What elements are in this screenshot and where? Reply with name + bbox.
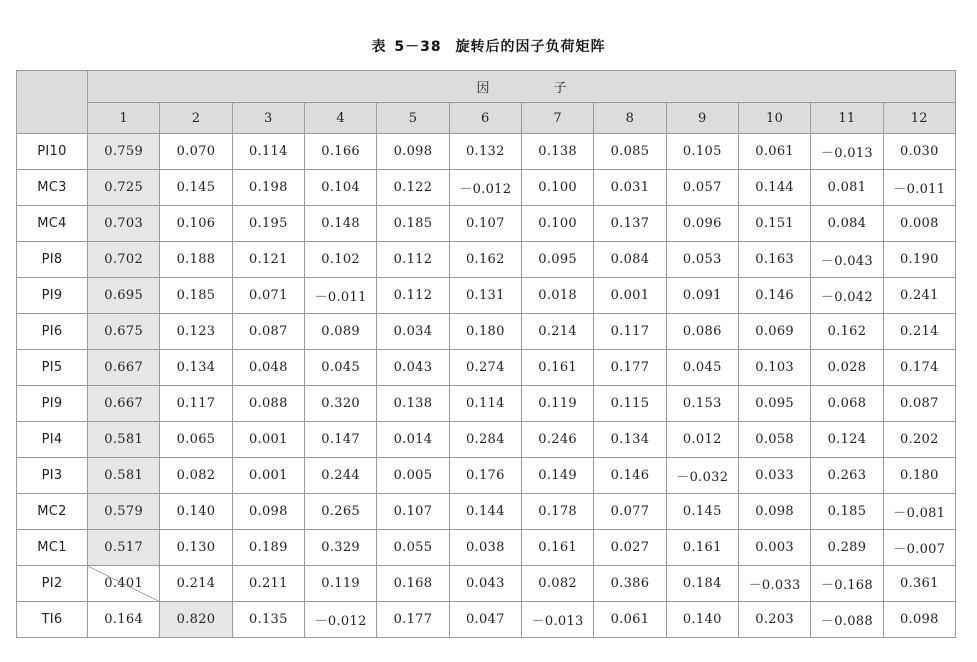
table-cell: 0.198 — [232, 170, 304, 206]
column-header-5: 5 — [377, 103, 449, 134]
table-cell: 0.289 — [811, 530, 883, 566]
column-header-9: 9 — [666, 103, 738, 134]
table-cell: 0.241 — [883, 278, 955, 314]
table-row — [17, 170, 956, 206]
table-cell: 0.114 — [232, 134, 304, 170]
table-cell: 0.089 — [304, 314, 376, 350]
table-cell: 0.031 — [594, 170, 666, 206]
factor-title-char-1: 因 — [476, 81, 490, 96]
table-row — [17, 134, 956, 170]
column-header-3: 3 — [232, 103, 304, 134]
table-cell: 0.667 — [88, 350, 160, 386]
table-cell: 0.189 — [232, 530, 304, 566]
table-cell: 0.100 — [521, 170, 593, 206]
row-label: PI3 — [17, 458, 88, 494]
table-cell: 0.057 — [666, 170, 738, 206]
table-cell: 0.667 — [88, 386, 160, 422]
table-cell: 0.244 — [304, 458, 376, 494]
table-cell: 0.087 — [883, 386, 955, 422]
table-cell: 0.581 — [88, 422, 160, 458]
table-row — [17, 350, 956, 386]
table-cell: 0.151 — [738, 206, 810, 242]
table-row — [17, 314, 956, 350]
table-cell: 0.177 — [377, 602, 449, 638]
table-cell: 0.008 — [883, 206, 955, 242]
table-cell: 0.138 — [377, 386, 449, 422]
table-cell: －0.042 — [811, 278, 883, 314]
table-row — [17, 242, 956, 278]
column-header-6: 6 — [449, 103, 521, 134]
table-cell: 0.028 — [811, 350, 883, 386]
table-cell: 0.098 — [232, 494, 304, 530]
table-cell: 0.105 — [666, 134, 738, 170]
table-cell: 0.087 — [232, 314, 304, 350]
table-cell: 0.140 — [666, 602, 738, 638]
table-cell: 0.138 — [521, 134, 593, 170]
table-cell: 0.001 — [232, 458, 304, 494]
table-cell: 0.190 — [883, 242, 955, 278]
table-cell: 0.214 — [883, 314, 955, 350]
factor-group-header — [88, 71, 956, 103]
table-cell: 0.146 — [738, 278, 810, 314]
table-cell: 0.284 — [449, 422, 521, 458]
row-label: PI6 — [17, 314, 88, 350]
row-label: PI4 — [17, 422, 88, 458]
table-cell: 0.124 — [811, 422, 883, 458]
table-cell: 0.102 — [304, 242, 376, 278]
table-cell: 0.161 — [521, 530, 593, 566]
table-cell: 0.106 — [160, 206, 232, 242]
table-cell: 0.162 — [811, 314, 883, 350]
row-label: MC4 — [17, 206, 88, 242]
table-cell: 0.130 — [160, 530, 232, 566]
row-label: PI9 — [17, 278, 88, 314]
table-cell: 0.184 — [666, 566, 738, 602]
table-cell: 0.100 — [521, 206, 593, 242]
table-cell: 0.137 — [594, 206, 666, 242]
table-cell: 0.274 — [449, 350, 521, 386]
table-cell: 0.053 — [666, 242, 738, 278]
table-cell: 0.086 — [666, 314, 738, 350]
table-cell: 0.084 — [594, 242, 666, 278]
table-cell: 0.702 — [88, 242, 160, 278]
factor-loading-matrix — [16, 70, 956, 638]
table-cell: 0.135 — [232, 602, 304, 638]
table-cell: 0.107 — [377, 494, 449, 530]
table-cell: 0.043 — [377, 350, 449, 386]
table-row — [17, 530, 956, 566]
table-cell: 0.065 — [160, 422, 232, 458]
table-cell: 0.153 — [666, 386, 738, 422]
table-cell: 0.265 — [304, 494, 376, 530]
table-cell: 0.177 — [594, 350, 666, 386]
caption-prefix: 表 — [371, 39, 387, 55]
row-label: PI2 — [17, 566, 88, 602]
table-cell: 0.263 — [811, 458, 883, 494]
table-cell: 0.162 — [449, 242, 521, 278]
table-cell: 0.329 — [304, 530, 376, 566]
table-cell: 0.027 — [594, 530, 666, 566]
table-cell: 0.112 — [377, 278, 449, 314]
table-cell: 0.001 — [594, 278, 666, 314]
table-cell: 0.005 — [377, 458, 449, 494]
table-body — [17, 134, 956, 638]
table-cell: 0.581 — [88, 458, 160, 494]
table-cell: 0.188 — [160, 242, 232, 278]
table-cell: 0.320 — [304, 386, 376, 422]
table-cell: 0.146 — [594, 458, 666, 494]
table-cell: 0.082 — [521, 566, 593, 602]
table-cell: 0.055 — [377, 530, 449, 566]
table-cell: 0.033 — [738, 458, 810, 494]
table-cell: 0.174 — [883, 350, 955, 386]
table-cell: 0.014 — [377, 422, 449, 458]
table-cell: 0.144 — [449, 494, 521, 530]
table-cell: 0.134 — [594, 422, 666, 458]
table-cell: 0.068 — [811, 386, 883, 422]
row-label: PI8 — [17, 242, 88, 278]
column-header-4: 4 — [304, 103, 376, 134]
table-cell: 0.048 — [232, 350, 304, 386]
table-cell: 0.140 — [160, 494, 232, 530]
table-cell: －0.012 — [449, 170, 521, 206]
table-cell: 0.185 — [377, 206, 449, 242]
table-cell: 0.084 — [811, 206, 883, 242]
column-header-7: 7 — [521, 103, 593, 134]
table-cell: 0.117 — [160, 386, 232, 422]
table-cell: －0.011 — [304, 278, 376, 314]
table-cell: －0.007 — [883, 530, 955, 566]
table-cell: 0.147 — [304, 422, 376, 458]
table-cell: 0.246 — [521, 422, 593, 458]
table-cell: 0.517 — [88, 530, 160, 566]
table-cell: 0.018 — [521, 278, 593, 314]
table-row — [17, 422, 956, 458]
table-cell: －0.043 — [811, 242, 883, 278]
table-cell: 0.132 — [449, 134, 521, 170]
table-cell: 0.145 — [160, 170, 232, 206]
table-cell: 0.178 — [521, 494, 593, 530]
table-cell: －0.013 — [521, 602, 593, 638]
table-cell: 0.061 — [738, 134, 810, 170]
factor-title-char-2: 子 — [553, 81, 567, 96]
table-cell: 0.119 — [304, 566, 376, 602]
table-cell: 0.695 — [88, 278, 160, 314]
table-cell: 0.144 — [738, 170, 810, 206]
table-cell: 0.114 — [449, 386, 521, 422]
table-cell: 0.095 — [521, 242, 593, 278]
table-cell: 0.091 — [666, 278, 738, 314]
table-cell: 0.121 — [232, 242, 304, 278]
table-cell: 0.161 — [666, 530, 738, 566]
table-cell: 0.145 — [666, 494, 738, 530]
table-cell: 0.071 — [232, 278, 304, 314]
table-cell: 0.185 — [160, 278, 232, 314]
table-cell: 0.168 — [377, 566, 449, 602]
table-cell: 0.081 — [811, 170, 883, 206]
table-cell: 0.703 — [88, 206, 160, 242]
table-row — [17, 566, 956, 602]
table-cell: 0.104 — [304, 170, 376, 206]
table-cell: 0.401 — [88, 566, 160, 602]
table-cell: －0.088 — [811, 602, 883, 638]
table-cell: 0.047 — [449, 602, 521, 638]
header-corner-cell — [17, 71, 88, 134]
table-cell: 0.117 — [594, 314, 666, 350]
column-header-8: 8 — [594, 103, 666, 134]
table-cell: 0.119 — [521, 386, 593, 422]
table-cell: 0.134 — [160, 350, 232, 386]
table-cell: 0.579 — [88, 494, 160, 530]
table-cell: －0.033 — [738, 566, 810, 602]
column-header-1: 1 — [88, 103, 160, 134]
column-header-11: 11 — [811, 103, 883, 134]
caption-title: 旋转后的因子负荷矩阵 — [455, 39, 606, 55]
column-header-10: 10 — [738, 103, 810, 134]
table-row — [17, 386, 956, 422]
table-cell: 0.163 — [738, 242, 810, 278]
table-cell: 0.166 — [304, 134, 376, 170]
table-cell: 0.148 — [304, 206, 376, 242]
table-cell: 0.214 — [521, 314, 593, 350]
table-cell: 0.203 — [738, 602, 810, 638]
table-cell: 0.098 — [738, 494, 810, 530]
table-cell: 0.045 — [666, 350, 738, 386]
table-cell: 0.096 — [666, 206, 738, 242]
header-row-factor — [17, 71, 956, 103]
table-cell: 0.103 — [738, 350, 810, 386]
table-cell: 0.820 — [160, 602, 232, 638]
table-cell: 0.112 — [377, 242, 449, 278]
table-cell: 0.045 — [304, 350, 376, 386]
column-header-12: 12 — [883, 103, 955, 134]
table-cell: 0.077 — [594, 494, 666, 530]
table-cell: 0.058 — [738, 422, 810, 458]
table-cell: －0.013 — [811, 134, 883, 170]
table-cell: 0.180 — [449, 314, 521, 350]
table-cell: 0.164 — [88, 602, 160, 638]
table-cell: 0.098 — [377, 134, 449, 170]
table-cell: －0.168 — [811, 566, 883, 602]
table-cell: －0.032 — [666, 458, 738, 494]
table-cell: 0.185 — [811, 494, 883, 530]
row-label: PI5 — [17, 350, 88, 386]
table-row — [17, 602, 956, 638]
table-cell: 0.675 — [88, 314, 160, 350]
table-cell: 0.012 — [666, 422, 738, 458]
table-cell: 0.123 — [160, 314, 232, 350]
table-cell: 0.149 — [521, 458, 593, 494]
table-cell: 0.176 — [449, 458, 521, 494]
table-cell: 0.122 — [377, 170, 449, 206]
table-cell: －0.081 — [883, 494, 955, 530]
table-cell: 0.361 — [883, 566, 955, 602]
table-row — [17, 206, 956, 242]
table-row — [17, 278, 956, 314]
table-cell: 0.115 — [594, 386, 666, 422]
row-label: MC3 — [17, 170, 88, 206]
table-cell: 0.131 — [449, 278, 521, 314]
table-cell: 0.043 — [449, 566, 521, 602]
row-label: TI6 — [17, 602, 88, 638]
table-cell: 0.759 — [88, 134, 160, 170]
table-cell: 0.107 — [449, 206, 521, 242]
column-header-2: 2 — [160, 103, 232, 134]
table-cell: 0.061 — [594, 602, 666, 638]
row-label: MC2 — [17, 494, 88, 530]
row-label: PI9 — [17, 386, 88, 422]
table-cell: 0.161 — [521, 350, 593, 386]
table-cell: 0.088 — [232, 386, 304, 422]
table-cell: 0.070 — [160, 134, 232, 170]
table-row — [17, 458, 956, 494]
caption-number: 5－38 — [394, 39, 442, 55]
table-cell: 0.085 — [594, 134, 666, 170]
table-cell: 0.038 — [449, 530, 521, 566]
table-cell: 0.082 — [160, 458, 232, 494]
table-cell: 0.386 — [594, 566, 666, 602]
header-row-columns — [17, 103, 956, 134]
table-cell: 0.095 — [738, 386, 810, 422]
table-cell: 0.195 — [232, 206, 304, 242]
row-label: PI10 — [17, 134, 88, 170]
table-cell: －0.012 — [304, 602, 376, 638]
table-caption — [0, 36, 977, 56]
table-cell: 0.098 — [883, 602, 955, 638]
row-label: MC1 — [17, 530, 88, 566]
table-row — [17, 494, 956, 530]
table-cell: 0.202 — [883, 422, 955, 458]
table-cell: 0.003 — [738, 530, 810, 566]
table-cell: 0.034 — [377, 314, 449, 350]
table-cell: 0.211 — [232, 566, 304, 602]
table-cell: 0.180 — [883, 458, 955, 494]
table-cell: 0.001 — [232, 422, 304, 458]
table-cell: 0.214 — [160, 566, 232, 602]
table-cell: 0.725 — [88, 170, 160, 206]
table-cell: －0.011 — [883, 170, 955, 206]
table-cell: 0.069 — [738, 314, 810, 350]
table-cell: 0.030 — [883, 134, 955, 170]
